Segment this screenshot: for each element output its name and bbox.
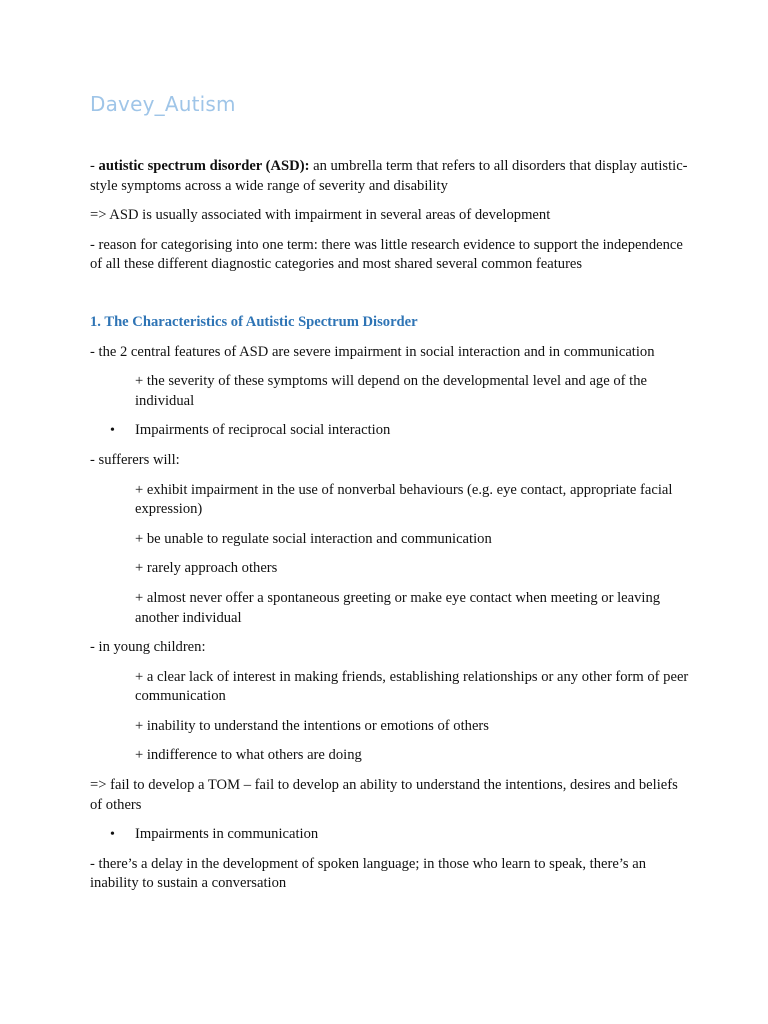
document-body — [90, 157, 690, 904]
bullet-dot: • — [110, 827, 115, 843]
bullet-social-interaction — [90, 421, 690, 441]
young-children-intro: - in young children: — [90, 639, 206, 656]
sufferers-intro: - sufferers will: — [90, 451, 180, 468]
document-title: Davey_Autism — [90, 92, 236, 116]
asd-association: => ASD is usually associated with impairment in several areas of development — [90, 207, 551, 224]
bullet-label: Impairments in communication — [135, 826, 319, 843]
list-item: + be unable to regulate social interaction and communication — [135, 530, 492, 547]
tom-note: => fail to develop a TOM – fail to develop an ability to understand the intentions, desires and beliefs of others — [90, 777, 678, 813]
asd-definition-text: an umbrella term that refers to all disorders that display autistic-style symptoms across a wide range of severity and disability — [90, 158, 688, 194]
language-delay: - there’s a delay in the development of spoken language; in those who learn to speak, there’s an inability to sustain a conversation — [90, 855, 647, 892]
asd-dash: - — [90, 158, 99, 174]
asd-term: autistic spectrum disorder (ASD): — [98, 158, 310, 174]
list-item: + a clear lack of interest in making friends, establishing relationships or any other form of peer communication — [135, 668, 689, 705]
bullet-communication — [90, 825, 690, 845]
list-item: + indifference to what others are doing — [135, 747, 362, 764]
asd-definition — [90, 157, 690, 196]
bullet-dot: • — [110, 423, 115, 439]
bullet-label: Impairments of reciprocal social interaction — [135, 422, 391, 439]
severity-note: + the severity of these symptoms will depend on the developmental level and age of the individual — [135, 373, 647, 409]
categorisation-reason: - reason for categorising into one term: there was little research evidence to support the independence of all these different diagnostic categories and most shared several common features — [90, 236, 683, 273]
central-features: - the 2 central features of ASD are severe impairment in social interaction and in communication — [90, 343, 655, 360]
list-item: + exhibit impairment in the use of nonverbal behaviours (e.g. eye contact, appropriate facial expression) — [135, 481, 673, 518]
list-item: + almost never offer a spontaneous greeting or make eye contact when meeting or leaving another individual — [135, 589, 661, 626]
list-item: + inability to understand the intentions or emotions of others — [135, 717, 489, 734]
section-heading: 1. The Characteristics of Autistic Spectrum Disorder — [90, 313, 418, 330]
list-item: + rarely approach others — [135, 560, 278, 577]
